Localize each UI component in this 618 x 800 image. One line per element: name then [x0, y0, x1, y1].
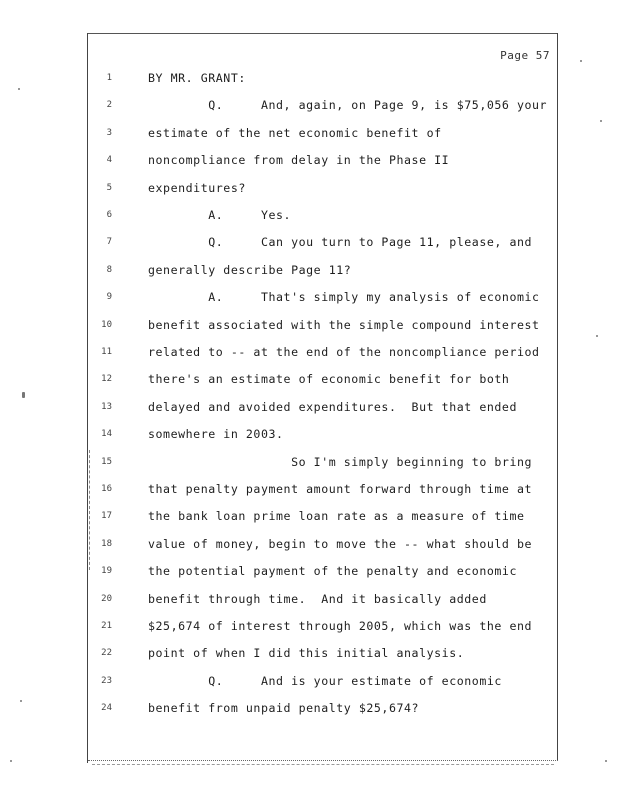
line-number: 9: [106, 292, 112, 302]
line-number: 20: [101, 594, 112, 604]
line-number: 15: [101, 457, 112, 467]
line-number: 16: [101, 484, 112, 494]
line-number: 12: [101, 374, 112, 384]
transcript-line-text: expenditures?: [148, 181, 246, 195]
transcript-line-text: $25,674 of interest through 2005, which was the end: [148, 619, 533, 633]
scan-speck: [605, 760, 607, 762]
line-number: 8: [106, 265, 112, 275]
right-margin-rule: [557, 33, 558, 761]
scan-speck: [22, 392, 25, 398]
transcript-line-text: estimate of the net economic benefit of: [148, 126, 442, 140]
transcript-line-text: delayed and avoided expenditures. But that ended: [148, 400, 517, 414]
transcript-line-text: generally describe Page 11?: [148, 263, 352, 277]
transcript-line-text: value of money, begin to move the -- what should be: [148, 537, 533, 551]
line-number: 24: [101, 703, 112, 713]
transcript-line-text: Q. And, again, on Page 9, is $75,056 your: [148, 98, 548, 112]
line-number: 5: [106, 183, 112, 193]
transcript-line-text: the bank loan prime loan rate as a measure of time: [148, 509, 525, 523]
line-number: 18: [101, 539, 112, 549]
line-number: 11: [101, 347, 112, 357]
line-number: 22: [101, 648, 112, 658]
transcript-line-text: Q. And is your estimate of economic: [148, 674, 502, 688]
line-number: 19: [101, 566, 112, 576]
line-number: 23: [101, 676, 112, 686]
line-number: 1: [106, 73, 112, 83]
transcript-line-text: noncompliance from delay in the Phase II: [148, 153, 450, 167]
line-number: 6: [106, 210, 112, 220]
top-border: [88, 33, 558, 34]
left-margin-rule: [87, 33, 88, 763]
line-number: 13: [101, 402, 112, 412]
transcript-line-text: So I'm simply beginning to bring: [148, 455, 533, 469]
scan-speck: [600, 120, 602, 122]
bottom-border: [88, 760, 558, 761]
transcript-line-text: related to -- at the end of the noncompliance period: [148, 345, 540, 359]
line-number: 2: [106, 100, 112, 110]
transcript-line-text: Q. Can you turn to Page 11, please, and: [148, 235, 533, 249]
line-number: 17: [101, 511, 112, 521]
scan-speck: [10, 760, 12, 762]
transcript-line-text: A. That's simply my analysis of economic: [148, 290, 540, 304]
transcript-line-text: benefit through time. And it basically added: [148, 592, 487, 606]
line-number: 4: [106, 155, 112, 165]
transcript-line-text: BY MR. GRANT:: [148, 71, 246, 85]
transcript-line-text: point of when I did this initial analysis.: [148, 646, 465, 660]
transcript-line-text: there's an estimate of economic benefit for both: [148, 372, 510, 386]
transcript-line-text: A. Yes.: [148, 208, 292, 222]
line-number: 10: [101, 320, 112, 330]
line-number: 3: [106, 128, 112, 138]
transcript-line-text: the potential payment of the penalty and economic: [148, 564, 517, 578]
transcript-line-text: benefit from unpaid penalty $25,674?: [148, 701, 420, 715]
scan-speck: [596, 335, 598, 337]
scan-speck: [18, 88, 20, 90]
transcript-line-text: somewhere in 2003.: [148, 427, 284, 441]
line-number: 21: [101, 621, 112, 631]
line-number: 14: [101, 429, 112, 439]
scan-speck: [580, 60, 582, 62]
line-number: 7: [106, 237, 112, 247]
footer-scan-noise: [92, 764, 554, 768]
transcript-line-text: that penalty payment amount forward through time at: [148, 482, 533, 496]
left-margin-dash: [89, 450, 90, 570]
transcript-line-text: benefit associated with the simple compound interest: [148, 318, 540, 332]
scan-speck: [20, 700, 22, 702]
page-number: Page 57: [500, 49, 550, 62]
